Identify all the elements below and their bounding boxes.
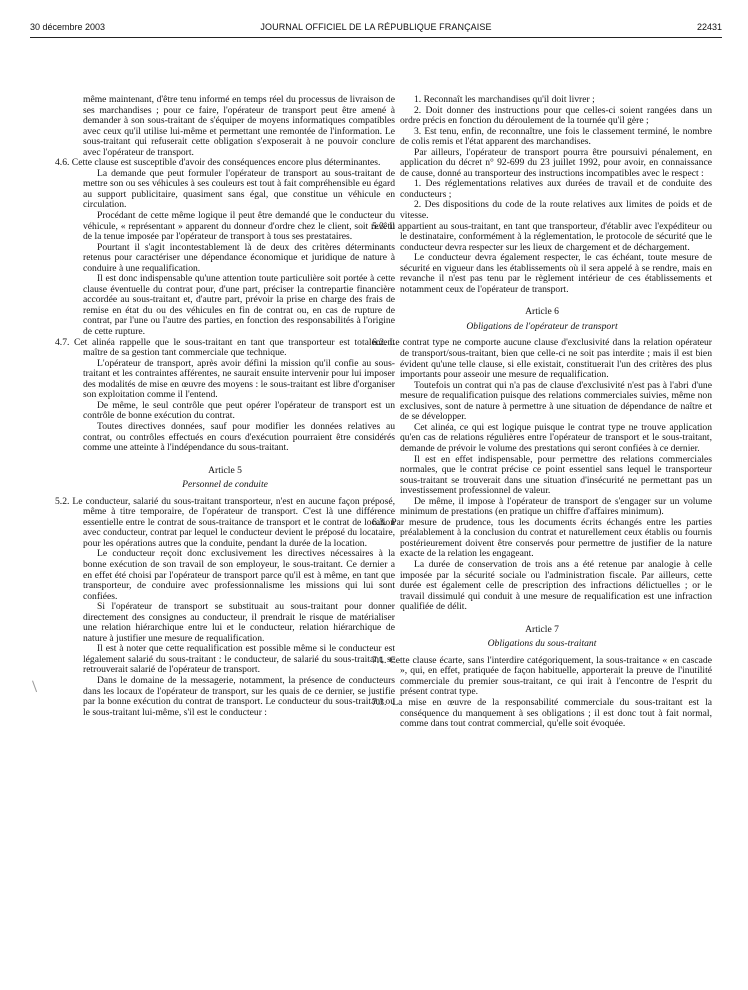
margin-mark <box>32 680 39 692</box>
paragraph: La durée de conservation de trois ans a été retenue par analogie à celle imposée par la sécurité sociale ou l'administration fiscale. Par ailleurs, cette durée est également celle de prescription des infractions délictuelles ; or le travail dissimulé qui conduit à une mesure de requalification est une infraction qualifiée de délit. <box>400 558 712 613</box>
section-4-7: 4.7. Cet alinéa rappelle que le sous-traitant en tant que transporteur est totalement maître de sa gestion tant commerciale que technique. <box>55 336 395 359</box>
paragraph: Dans le domaine de la messagerie, notamment, la présence de conducteurs dans les locaux de l'opérateur de transport, sur les quais de ce dernier, se justifie par la bonne exécution du contrat de transport. Le conducteur du sous-traitant ou le sous-traitant lui-même, s'il est le conducteur : <box>83 674 395 718</box>
header-date: 30 décembre 2003 <box>30 22 106 32</box>
article-5-title: Personnel de conduite <box>182 479 268 491</box>
page-header <box>30 20 722 36</box>
list-item: 1. Des réglementations relatives aux durées de travail et de conduite des conducteurs ; <box>400 178 712 200</box>
section-6-2: 6.2. Le contrat type ne comporte aucune clause d'exclusivité dans la relation opérateur de transport/sous-traitant, bien que celle-ci ne soit pas interdite ; mais il est bien évident qu'une telle clause, si elle existait, constituerait l'un des critères des plus importants pour asseoir une mesure de requalification. <box>372 337 712 381</box>
paragraph: Il est en effet indispensable, pour permettre des relations commerciales normales, que le contrat précise ce point essentiel sans lequel le transporteur sous-traitant se trouverait dans une situation d'insécurité ne permettant pas un investissement professionnel de valeur. <box>400 453 712 497</box>
paragraph: Pourtant il s'agit incontestablement là de deux des critères déterminants retenus pour caractériser une dépendance économique et juridique de nature à conduire à une requalification. <box>83 241 395 274</box>
article-7-title: Obligations du sous-traitant <box>487 638 597 650</box>
header-journal-title: JOURNAL OFFICIEL DE LA RÉPUBLIQUE FRANÇAISE <box>260 22 492 32</box>
article-7-heading: Article 7 <box>525 623 559 635</box>
left-column <box>55 95 395 718</box>
paragraph: Procédant de cette même logique il peut être demandé que le conducteur du véhicule, « représentant » apparent du donneur d'ordre chez le client, soit revêtu de la tenue imposée par l'opérateur de transport à tous ses prestataires. <box>83 210 395 243</box>
article-6-heading: Article 6 <box>525 306 559 318</box>
article-6-title: Obligations de l'opérateur de transport <box>466 320 618 332</box>
paragraph: Si l'opérateur de transport se substituait au sous-traitant pour donner directement des consignes au conducteur, il prendrait le risque de matérialiser une relation hiérarchique entre lui et le conducteur, relation hiérarchique de nature à justifier une mesure de requalification. <box>83 601 395 644</box>
list-item: 2. Des dispositions du code de la route relatives aux limites de poids et de vitesse. <box>400 199 712 222</box>
section-7-1: 7.1. Cette clause écarte, sans l'interdire catégoriquement, la sous-traitance « en cascade », qui, en effet, pratiquée de façon habituelle, apporterait la preuve de l'inutilité commerciale du premier sous-traitant, ce qui irait à l'encontre de l'esprit du présent contrat type. <box>372 654 712 698</box>
paragraph: Le conducteur reçoit donc exclusivement les directives nécessaires à la bonne exécution de son travail de son employeur, le sous-traitant. Ce dernier a en effet été choisi par l'opérateur de transport parce qu'il est à même, en tant que transporteur, de conduire avec professionnalisme les missions qui lui sont confiées. <box>83 548 395 602</box>
list-item: 1. Reconnaît les marchandises qu'il doit livrer ; <box>414 94 595 105</box>
paragraph: Toutes directives données, sauf pour modifier les données relatives au contrat, ou contrôles effectués en cours d'exécution pourraient être considérés comme une atteinte à l'indépendance du sous-traitant. <box>83 420 395 454</box>
right-column <box>372 95 712 730</box>
paragraph: La demande que peut formuler l'opérateur de transport au sous-traitant de mettre son ou ses véhicules à ses couleurs est tout à fait compréhensible eu égard au support publicitaire, quasiment sans égal, que constitue un véhicule en circulation. <box>83 167 395 211</box>
paragraph: L'opérateur de transport, après avoir défini la mission qu'il confie au sous-traitant et les contraintes afférentes, ne saurait ensuite intervenir pour lui imposer des modalités de mise en œuvre des moyens : le sous-traitant est libre d'organiser son exploitation comme il l'entend. <box>83 357 395 401</box>
list-item: 2. Doit donner des instructions pour que celles-ci soient rangées dans un ordre précis en fonction du déroulement de la tournée qu'il gère ; <box>400 104 712 127</box>
list-item: 3. Est tenu, enfin, de reconnaître, une fois le classement terminé, le nombre de colis remis et l'état apparent des marchandises. <box>400 125 712 148</box>
section-7-3: 7.3. La mise en œuvre de la responsabilité commerciale du sous-traitant est la conséquence du manquement à ses obligations ; il est donc tout à fait normal, comme dans tout contrat commercial, qu'elle soit évoquée. <box>372 696 712 730</box>
paragraph: même maintenant, d'être tenu informé en temps réel du processus de livraison de ses marchandises ; pour ce faire, l'opérateur de transport peut être amené à demander à son sous-traitant de s'équiper de moyens informatiques compatibles avec ceux qu'il utilise lui-même et permettant une remontée de l'information. Le sous-traitant qui refuserait cette obligation s'exposerait à ne pouvoir conclure avec l'opérateur de transport. <box>83 94 395 158</box>
section-6-3: 6.3. Par mesure de prudence, tous les documents écrits échangés entre les parties préalablement à la conclusion du contrat et naturellement ceux établis ou fournis postérieurement doivent être conservés pour permettre de justifier de la nature exacte de la relation les engageant. <box>372 516 712 560</box>
paragraph: Il est donc indispensable qu'une attention toute particulière soit portée à cette clause éventuelle du contrat pour, d'une part, préciser la contrepartie financière accordée au sous-traitant et, d'autre part, prévoir la prise en charge des frais de remise en état du ou des véhicules en fin de contrat ou, en cas de rupture de contrat, par l'une ou l'autre des parties, en fonction des responsabilités à l'origine de cette rupture. <box>83 273 395 338</box>
section-5-2: 5.2. Le conducteur, salarié du sous-traitant transporteur, n'est en aucune façon préposé, même à titre temporaire, de l'opérateur de transport. C'est là une différence essentielle entre le contrat de sous-traitance de transport et le contrat de location avec conducteur, contrat par lequel le conducteur devient le préposé du locataire, pour les opérations autres que la conduite, pendant la durée de la location. <box>55 495 395 549</box>
paragraph: De même, le seul contrôle que peut opérer l'opérateur de transport est un contrôle de bonne exécution du contrat. <box>83 399 395 422</box>
paragraph: Cet alinéa, ce qui est logique puisque le contrat type ne trouve application qu'en cas de relations régulières entre l'opérateur de transport et le sous-traitant, demande de prévoir le volume des prestations qui seront confiées à ce dernier. <box>400 421 712 454</box>
section-5-3: 5.3. Il appartient au sous-traitant, en tant que transporteur, d'établir avec l'expéditeur ou le destinataire, conformément à la réglementation, le protocole de sécurité que le conducteur devra respecter sur les lieux de chargement et de déchargement. <box>372 220 712 253</box>
paragraph: Il est à noter que cette requalification est possible même si le conducteur est légalement salarié du sous-traitant : le conducteur, de salarié du sous-traitant, se retrouverait salarié de l'opérateur de transport. <box>83 643 395 676</box>
paragraph: Par ailleurs, l'opérateur de transport pourra être poursuivi pénalement, en application du décret n° 92-699 du 23 juillet 1992, pour avoir, en connaissance de cause, donné au transporteur des instructions incompatibles avec le respect : <box>400 146 712 179</box>
article-5-heading: Article 5 <box>208 464 242 476</box>
header-page-number: 22431 <box>696 22 722 32</box>
header-rule <box>30 37 722 38</box>
paragraph: Le conducteur devra également respecter, le cas échéant, toute mesure de sécurité en vigueur dans les établissements où il sera appelé à se rendre, mais en revanche il n'est pas tenu par le règlement intérieur de ces établissements et notamment ceux de l'opérateur de transport. <box>400 252 712 295</box>
paragraph: Toutefois un contrat qui n'a pas de clause d'exclusivité n'est pas à l'abri d'une mesure de requalification puisque des relations commerciales suivies, même non exclusives, sont de nature à permettre à une situation de dépendance de naître et de se développer. <box>400 379 712 423</box>
paragraph: De même, il impose à l'opérateur de transport de s'engager sur un volume minimum de prestations (en pratique un chiffre d'affaires minimum). <box>400 495 712 518</box>
section-4-6: 4.6. Cette clause est susceptible d'avoir des conséquences encore plus déterminantes. <box>55 157 381 169</box>
